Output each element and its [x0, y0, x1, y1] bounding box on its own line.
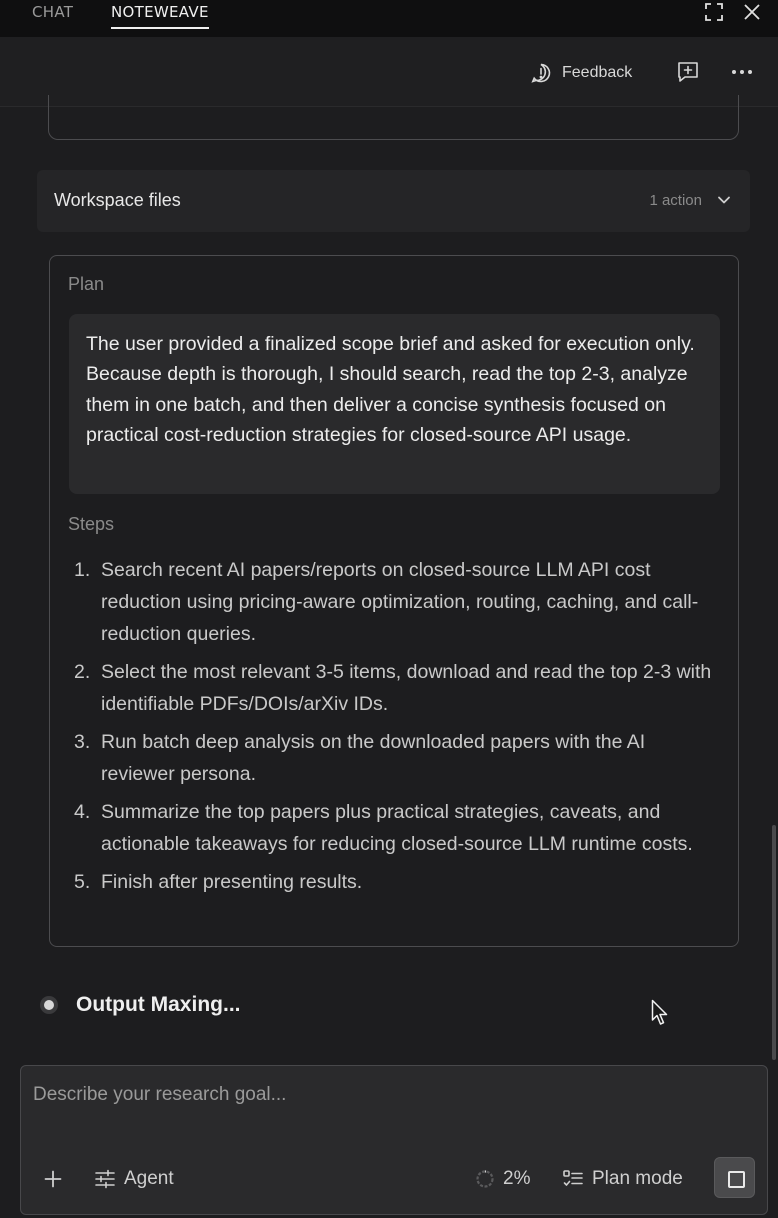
step-number: 3. [74, 731, 91, 753]
step-number: 4. [74, 801, 91, 823]
status-indicator-icon [40, 996, 58, 1014]
more-icon[interactable] [729, 59, 755, 85]
step-item [74, 866, 724, 898]
plus-icon[interactable] [43, 1169, 63, 1189]
scrollbar-thumb[interactable] [772, 825, 776, 1060]
step-text: Finish after presenting results. [101, 871, 363, 893]
step-text: Select the most relevant 3-5 items, download and read the top 2-3 with identifiable PDFs/DOIs/arXiv IDs. [101, 661, 712, 715]
workspace-files-title: Workspace files [54, 190, 181, 210]
stop-button[interactable] [714, 1157, 755, 1198]
step-item [74, 656, 724, 720]
feedback-button[interactable] [530, 61, 632, 85]
steps-list [74, 554, 724, 904]
plan-summary-text: The user provided a finalized scope brief and asked for execution only. Because depth is thorough, I should search, read the top 2-3, analyze them in one batch, and then deliver a concise synthesis focused on practical cost-reduction strategies for closed-source API usage. [86, 333, 695, 446]
plan-summary-box [69, 314, 720, 494]
chevron-down-icon[interactable] [716, 192, 732, 208]
agent-status [40, 990, 240, 1020]
step-item [74, 726, 724, 790]
workspace-action-count: 1 action [649, 192, 702, 209]
new-chat-icon[interactable] [675, 59, 701, 85]
agent-selector-button[interactable] [94, 1166, 174, 1192]
composer [20, 1065, 768, 1215]
tab-noteweave[interactable]: NOTEWEAVE [111, 3, 209, 21]
step-number: 1. [74, 559, 91, 581]
feedback-icon [530, 62, 552, 84]
context-usage-indicator [475, 1166, 530, 1192]
step-item [74, 554, 724, 650]
feedback-label: Feedback [562, 64, 633, 81]
plan-heading: Plan [68, 274, 105, 294]
sliders-icon [94, 1168, 116, 1190]
usage-percent: 2% [503, 1168, 531, 1189]
tab-chat[interactable]: CHAT [32, 3, 74, 21]
checklist-icon [562, 1168, 584, 1190]
plan-card [49, 255, 739, 947]
plan-mode-label: Plan mode [592, 1168, 683, 1189]
step-number: 2. [74, 661, 91, 683]
plan-mode-toggle[interactable] [562, 1166, 683, 1192]
step-text: Search recent AI papers/reports on closed-source LLM API cost reduction using pricing-aware optimization, routing, caching, and call-reduction queries. [101, 559, 699, 645]
status-text: Output Maxing... [76, 993, 241, 1016]
workspace-files-row[interactable] [37, 170, 750, 232]
step-number: 5. [74, 871, 91, 893]
close-icon[interactable] [741, 1, 763, 23]
previous-message-card [48, 95, 739, 140]
steps-heading: Steps [68, 514, 115, 534]
top-tab-bar [0, 0, 778, 37]
step-item [74, 796, 724, 860]
usage-ring-icon [475, 1169, 495, 1189]
research-goal-input[interactable] [33, 1084, 733, 1106]
expand-icon[interactable] [703, 1, 725, 23]
mouse-cursor-icon [651, 999, 669, 1027]
step-text: Summarize the top papers plus practical strategies, caveats, and actionable takeaways for reducing closed-source LLM runtime costs. [101, 801, 693, 855]
agent-label: Agent [124, 1168, 174, 1189]
step-text: Run batch deep analysis on the downloaded papers with the AI reviewer persona. [101, 731, 646, 785]
